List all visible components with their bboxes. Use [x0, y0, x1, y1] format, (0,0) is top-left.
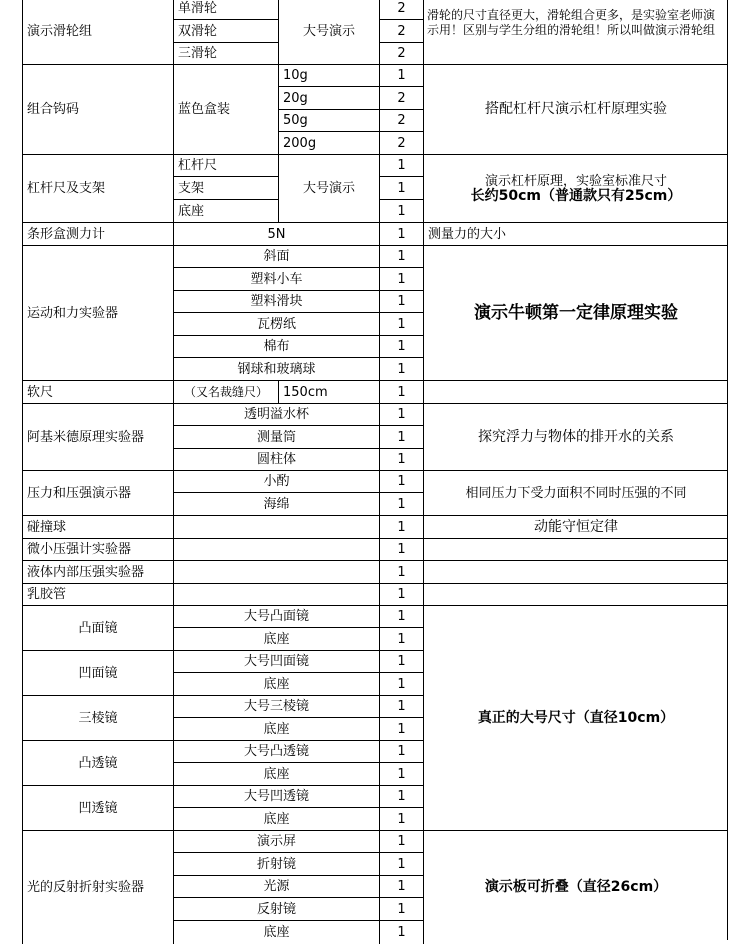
- item-qty: 1: [379, 627, 423, 650]
- item-qty: 2: [379, 19, 423, 42]
- item-name: 凹透镜: [22, 785, 173, 830]
- item-qty: 1: [379, 515, 423, 538]
- item-note: 相同压力下受力面积不同时压强的不同: [423, 470, 728, 515]
- item-name: 凹面镜: [22, 650, 173, 695]
- item-name: 凸透镜: [22, 740, 173, 785]
- item-part: 大号凸透镜: [173, 740, 379, 762]
- item-part: 棉布: [173, 335, 379, 357]
- item-qty: 1: [379, 267, 423, 290]
- item-spec: 大号演示: [278, 154, 379, 222]
- item-qty: 1: [379, 245, 423, 267]
- item-note: 滑轮的尺寸直径更大，滑轮组合更多，是实验室老师演示用！区别与学生分组的滑轮组！所以叫做演示滑轮组: [423, 0, 728, 64]
- item-qty: 2: [379, 109, 423, 131]
- item-part: [173, 515, 379, 538]
- item-qty: 1: [379, 852, 423, 875]
- item-part: 小酌: [173, 470, 379, 492]
- item-part: 测量筒: [173, 425, 379, 448]
- item-spec: 50g: [278, 109, 379, 131]
- item-name: 凸面镜: [22, 605, 173, 650]
- item-part: 折射镜: [173, 852, 379, 875]
- item-part: 底座: [173, 920, 379, 944]
- item-qty: 1: [379, 897, 423, 920]
- item-qty: 1: [379, 470, 423, 492]
- item-name: 运动和力实验器: [22, 245, 173, 380]
- item-qty: 1: [379, 920, 423, 944]
- table-right-border: [727, 0, 728, 940]
- item-qty: 2: [379, 86, 423, 109]
- item-part: （又名裁缝尺）: [173, 380, 278, 403]
- item-note: [423, 583, 728, 605]
- item-qty: 1: [379, 785, 423, 807]
- item-spec: 大号演示: [278, 0, 379, 64]
- item-part: 圆柱体: [173, 448, 379, 470]
- item-name: 乳胶管: [22, 583, 173, 605]
- item-qty: 1: [379, 357, 423, 380]
- item-note: 演示板可折叠（直径26cm）: [423, 830, 728, 944]
- item-qty: 1: [379, 403, 423, 425]
- item-part: 底座: [173, 762, 379, 785]
- item-part: 演示屏: [173, 830, 379, 852]
- item-part: 底座: [173, 672, 379, 695]
- item-note: 真正的大号尺寸（直径10cm）: [423, 605, 728, 830]
- item-part: 底座: [173, 807, 379, 830]
- item-qty: 1: [379, 380, 423, 403]
- item-qty: 1: [379, 425, 423, 448]
- item-part: 塑料小车: [173, 267, 379, 290]
- item-qty: 1: [379, 605, 423, 627]
- item-note: 探究浮力与物体的排开水的关系: [423, 403, 728, 470]
- item-qty: 1: [379, 222, 423, 245]
- item-part: 钢球和玻璃球: [173, 357, 379, 380]
- item-note: 搭配杠杆尺演示杠杆原理实验: [423, 64, 728, 154]
- item-part: 反射镜: [173, 897, 379, 920]
- item-part: 大号凸面镜: [173, 605, 379, 627]
- item-part: 蓝色盒装: [173, 64, 278, 154]
- item-part: 底座: [173, 717, 379, 740]
- item-spec: 20g: [278, 86, 379, 109]
- item-note: 测量力的大小: [423, 222, 728, 245]
- item-qty: 1: [379, 807, 423, 830]
- item-part: 光源: [173, 875, 379, 897]
- item-qty: 1: [379, 672, 423, 695]
- item-part: [173, 560, 379, 583]
- item-name: 三棱镜: [22, 695, 173, 740]
- item-name: 压力和压强演示器: [22, 470, 173, 515]
- item-qty: 1: [379, 583, 423, 605]
- item-part: 三滑轮: [173, 42, 278, 64]
- item-note: 演示牛顿第一定律原理实验: [423, 245, 728, 380]
- item-part: 底座: [173, 627, 379, 650]
- item-qty: 1: [379, 538, 423, 560]
- item-qty: 1: [379, 740, 423, 762]
- item-name: 条形盒测力计: [22, 222, 173, 245]
- item-part: 双滑轮: [173, 19, 278, 42]
- item-part: 塑料滑块: [173, 290, 379, 312]
- item-qty: 2: [379, 0, 423, 19]
- item-name: 阿基米德原理实验器: [22, 403, 173, 470]
- item-qty: 2: [379, 131, 423, 154]
- item-name: 液体内部压强实验器: [22, 560, 173, 583]
- item-qty: 1: [379, 176, 423, 199]
- item-part: 底座: [173, 199, 278, 222]
- item-qty: 1: [379, 312, 423, 335]
- item-qty: 1: [379, 199, 423, 222]
- item-note: [423, 154, 728, 222]
- item-part: 瓦楞纸: [173, 312, 379, 335]
- item-qty: 1: [379, 830, 423, 852]
- item-qty: 1: [379, 448, 423, 470]
- item-spec: 5N: [173, 222, 379, 245]
- item-qty: 1: [379, 717, 423, 740]
- item-name: 微小压强计实验器: [22, 538, 173, 560]
- item-qty: 1: [379, 64, 423, 86]
- item-note: [423, 538, 728, 560]
- item-qty: 1: [379, 492, 423, 515]
- item-part: 杠杆尺: [173, 154, 278, 176]
- item-name: 组合钩码: [22, 64, 173, 154]
- item-part: 大号三棱镜: [173, 695, 379, 717]
- item-qty: 1: [379, 875, 423, 897]
- item-qty: 1: [379, 290, 423, 312]
- item-part: [173, 538, 379, 560]
- item-part: 透明溢水杯: [173, 403, 379, 425]
- item-spec: 150cm: [278, 380, 379, 403]
- item-qty: 1: [379, 762, 423, 785]
- item-part: 单滑轮: [173, 0, 278, 19]
- item-qty: 2: [379, 42, 423, 64]
- item-spec: 10g: [278, 64, 379, 86]
- item-part: 海绵: [173, 492, 379, 515]
- item-note: [423, 380, 728, 403]
- item-part: 大号凹面镜: [173, 650, 379, 672]
- item-part: 支架: [173, 176, 278, 199]
- item-part: [173, 583, 379, 605]
- item-qty: 1: [379, 650, 423, 672]
- note-line: 演示杠杆原理，实验室标准尺寸: [484, 173, 667, 189]
- item-note: 动能守恒定律: [423, 515, 728, 538]
- item-qty: 1: [379, 695, 423, 717]
- item-name: 软尺: [22, 380, 173, 403]
- item-part: 斜面: [173, 245, 379, 267]
- item-spec: 200g: [278, 131, 379, 154]
- item-name: 光的反射折射实验器: [22, 830, 173, 944]
- item-qty: 1: [379, 335, 423, 357]
- item-qty: 1: [379, 560, 423, 583]
- item-part: 大号凹透镜: [173, 785, 379, 807]
- item-name: 杠杆尺及支架: [22, 154, 173, 222]
- item-qty: 1: [379, 154, 423, 176]
- item-name: 演示滑轮组: [22, 0, 173, 64]
- item-name: 碰撞球: [22, 515, 173, 538]
- item-note: [423, 560, 728, 583]
- note-line: 长约50cm（普通款只有25cm）: [470, 187, 682, 204]
